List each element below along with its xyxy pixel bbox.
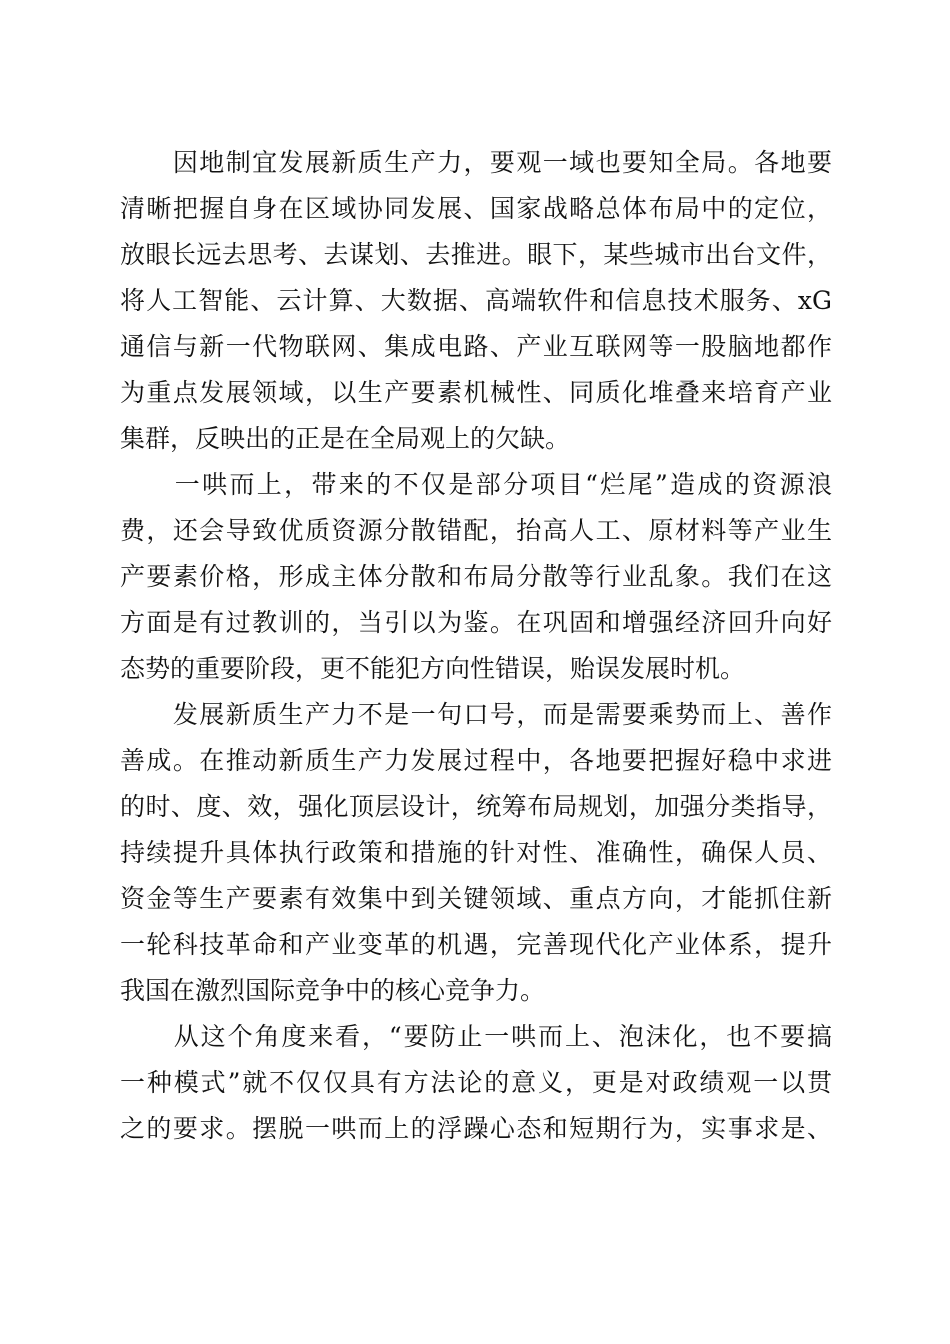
text-line: 一种模式”就不仅仅具有方法论的意义，更是对政绩观一以贯: [120, 1068, 832, 1097]
document-body: [120, 140, 832, 1152]
text-line: 之的要求。摆脱一哄而上的浮躁心态和短期行为，实事求是、: [120, 1114, 832, 1143]
text-line: 通信与新一代物联网、集成电路、产业互联网等一股脑地都作: [120, 332, 832, 361]
text-line: 一轮科技革命和产业变革的机遇，完善现代化产业体系，提升: [120, 930, 832, 959]
text-line: 将人工智能、云计算、大数据、高端软件和信息技术服务、xG: [120, 286, 832, 315]
text-line: 清晰把握自身在区域协同发展、国家战略总体布局中的定位，: [120, 194, 832, 223]
paragraph-2: [120, 462, 832, 692]
text-line: 费，还会导致优质资源分散错配，抬高人工、原材料等产业生: [120, 516, 832, 545]
text-line: 因地制宜发展新质生产力，要观一域也要知全局。各地要: [120, 148, 832, 177]
text-line: 一哄而上，带来的不仅是部分项目“烂尾”造成的资源浪: [120, 470, 832, 499]
text-line: 善成。在推动新质生产力发展过程中，各地要把握好稳中求进: [120, 746, 832, 775]
paragraph-4: [120, 1014, 832, 1152]
text-line: 从这个角度来看，“要防止一哄而上、泡沫化，也不要搞: [120, 1022, 832, 1051]
text-line: 集群，反映出的正是在全局观上的欠缺。: [120, 424, 571, 453]
text-line: 为重点发展领域，以生产要素机械性、同质化堆叠来培育产业: [120, 378, 832, 407]
text-line: 资金等生产要素有效集中到关键领域、重点方向，才能抓住新: [120, 884, 832, 913]
text-line: 态势的重要阶段，更不能犯方向性错误，贻误发展时机。: [120, 654, 746, 683]
paragraph-3: [120, 692, 832, 1014]
text-line: 发展新质生产力不是一句口号，而是需要乘势而上、善作: [120, 700, 832, 729]
text-line: 放眼长远去思考、去谋划、去推进。眼下，某些城市出台文件，: [120, 240, 832, 269]
text-line: 产要素价格，形成主体分散和布局分散等行业乱象。我们在这: [120, 562, 832, 591]
text-line: 持续提升具体执行政策和措施的针对性、准确性，确保人员、: [120, 838, 832, 867]
text-line: 我国在激烈国际竞争中的核心竞争力。: [120, 976, 546, 1005]
text-line: 的时、度、效，强化顶层设计，统筹布局规划，加强分类指导，: [120, 792, 832, 821]
paragraph-1: [120, 140, 832, 462]
text-line: 方面是有过教训的，当引以为鉴。在巩固和增强经济回升向好: [120, 608, 832, 637]
